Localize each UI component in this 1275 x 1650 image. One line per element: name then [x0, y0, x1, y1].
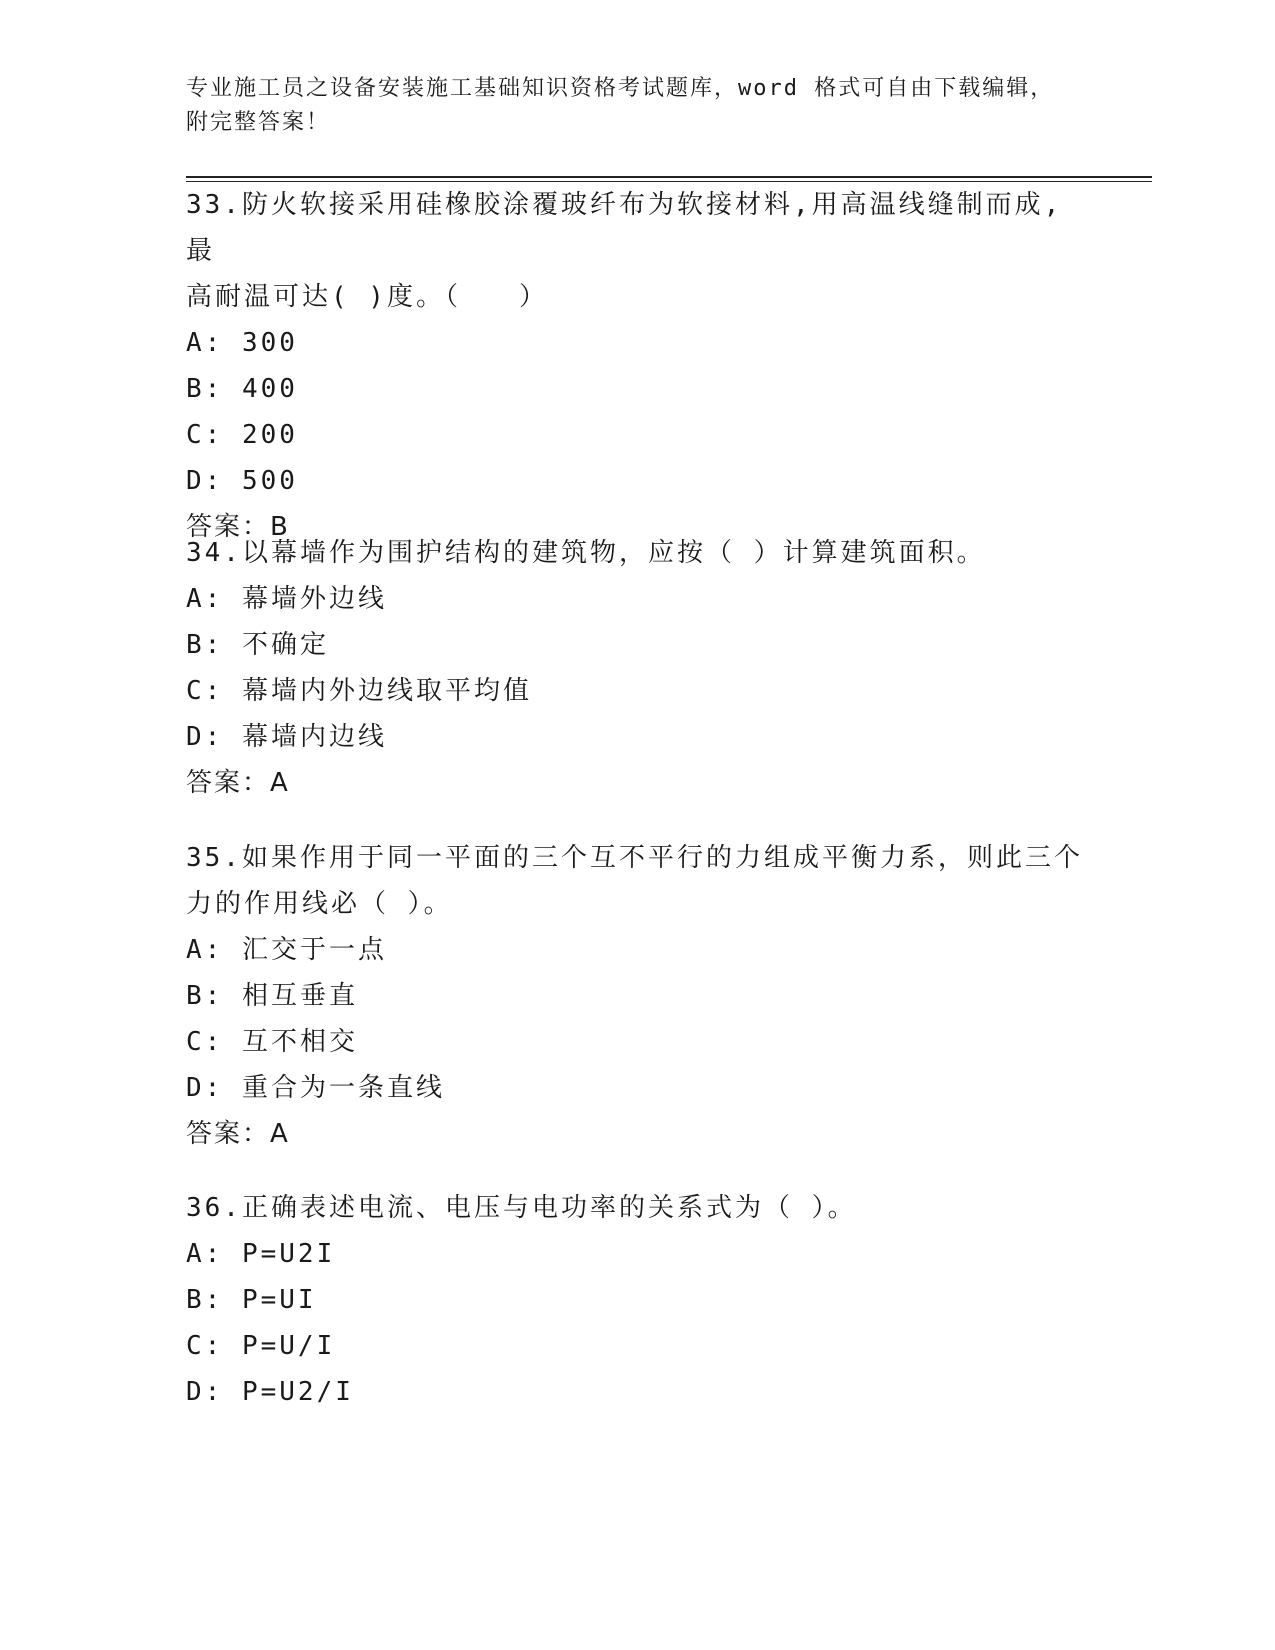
answer-line: 答案：A: [186, 768, 290, 798]
option-d: D: 500: [186, 466, 298, 496]
option-b: B: 不确定: [186, 630, 329, 660]
option-b: B: 400: [186, 374, 298, 404]
question-36: [186, 1185, 1086, 1415]
document-header: [186, 72, 1066, 140]
option-b: B: P=UI: [186, 1285, 317, 1315]
option-c: C: 200: [186, 420, 298, 450]
question-33: [186, 182, 1086, 550]
question-stem: 33.防火软接采用硅橡胶涂覆玻纤布为软接材料,用高温线缝制而成,最: [186, 190, 1063, 266]
answer-line: 答案：A: [186, 1119, 290, 1149]
option-a: A: 汇交于一点: [186, 935, 387, 965]
question-stem-continued: 高耐温可达( )度。（ ）: [186, 282, 548, 312]
option-a: A: 300: [186, 328, 298, 358]
answer-line: 答案：B: [186, 512, 290, 542]
header-line-2: 附完整答案！: [186, 110, 331, 135]
option-a: A: P=U2I: [186, 1239, 336, 1269]
question-stem: 35.如果作用于同一平面的三个互不平行的力组成平衡力系，则此三个: [186, 843, 1083, 873]
option-c: C: 互不相交: [186, 1027, 358, 1057]
question-stem: 34.以幕墙作为围护结构的建筑物，应按（ ）计算建筑面积。: [186, 538, 986, 568]
question-35: [186, 835, 1086, 1157]
option-a: A: 幕墙外边线: [186, 584, 387, 614]
option-d: D: 重合为一条直线: [186, 1073, 445, 1103]
question-stem-continued: 力的作用线必（ ）。: [186, 889, 453, 919]
question-34: [186, 530, 1086, 806]
option-c: C: P=U/I: [186, 1331, 336, 1361]
option-b: B: 相互垂直: [186, 981, 358, 1011]
option-c: C: 幕墙内外边线取平均值: [186, 676, 532, 706]
option-d: D: P=U2/I: [186, 1377, 354, 1407]
header-divider-thick: [186, 176, 1152, 178]
header-line-1: 专业施工员之设备安装施工基础知识资格考试题库，word 格式可自由下载编辑，: [186, 76, 1055, 101]
option-d: D: 幕墙内边线: [186, 722, 387, 752]
question-stem: 36.正确表述电流、电压与电功率的关系式为（ ）。: [186, 1193, 857, 1223]
